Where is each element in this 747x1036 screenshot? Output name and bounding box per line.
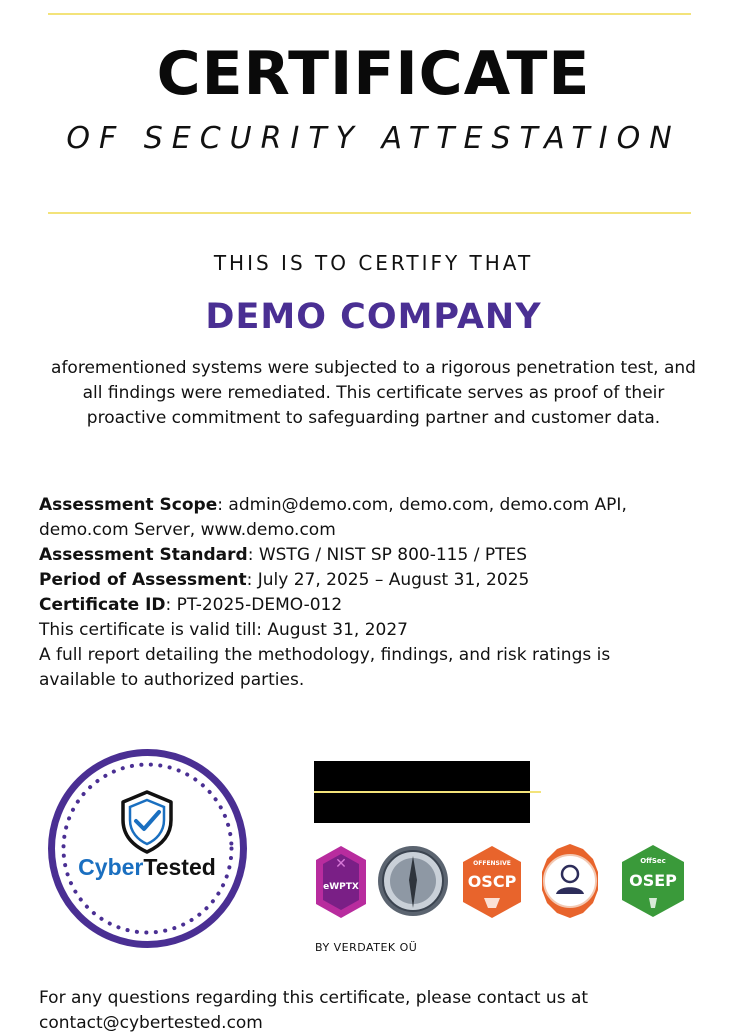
- oscp-label: OSCP: [467, 872, 517, 891]
- svg-text:✕: ✕: [335, 856, 347, 872]
- certify-intro: THIS IS TO CERTIFY THAT: [213, 251, 534, 275]
- certificate-id-label: Certificate ID: [39, 595, 166, 615]
- oscp-badge: [463, 846, 521, 918]
- assessment-details: [39, 493, 679, 693]
- svg-text:CyberTested: [78, 854, 216, 880]
- oscp-top-label: OFFENSIVE: [473, 860, 511, 867]
- period-line: [39, 568, 679, 593]
- company-name: DEMO COMPANY: [205, 297, 542, 337]
- certificate-subtitle: OF SECURITY ATTESTATION: [66, 121, 681, 156]
- scope-label: Assessment Scope: [39, 495, 218, 515]
- issuer-name: BY VERDATEK OÜ: [315, 941, 418, 954]
- military-coin-badge: [378, 846, 448, 916]
- certification-badges: [312, 842, 692, 922]
- osep-top-label: OffSec: [640, 857, 666, 865]
- certificate-id-line: [39, 593, 679, 618]
- standard-line: [39, 543, 679, 568]
- scope-line: [39, 493, 679, 543]
- ewptx-badge: [316, 846, 366, 918]
- standard-label: Assessment Standard: [39, 545, 248, 565]
- osep-label: OSEP: [629, 871, 677, 890]
- ewptx-label: eWPTX: [323, 882, 359, 892]
- seal-brand-cyber: Cyber: [78, 854, 144, 880]
- secops-badge: [542, 844, 598, 918]
- period-value: : July 27, 2025 – August 31, 2025: [246, 570, 530, 590]
- validity-line: This certificate is valid till: August 31, 2027: [39, 620, 408, 640]
- report-note: A full report detailing the methodology, findings, and risk ratings is available to authorized parties.: [39, 645, 611, 690]
- cybertested-seal: [47, 748, 248, 949]
- contact-footer: For any questions regarding this certificate, please contact us at contact@cybertested.com: [39, 988, 589, 1033]
- osep-badge: [622, 845, 684, 917]
- scope-value: : admin@demo.com, demo.com, demo.com API, demo.com Server, www.demo.com: [39, 495, 627, 540]
- certificate-id-value: : PT-2025-DEMO-012: [165, 595, 343, 615]
- certificate-title: CERTIFICATE: [156, 39, 591, 109]
- top-rule: [48, 13, 691, 15]
- seal-brand-tested: Tested: [143, 854, 216, 880]
- standard-value: : WSTG / NIST SP 800-115 / PTES: [247, 545, 528, 565]
- attestation-statement: aforementioned systems were subjected to a rigorous penetration test, and all findings were remediated. This certificate serves as proof of their proactive commitment to safeguarding partner and customer data.: [51, 358, 696, 428]
- period-label: Period of Assessment: [39, 570, 247, 590]
- signature-line: [314, 791, 541, 793]
- header-bottom-rule: [48, 212, 691, 214]
